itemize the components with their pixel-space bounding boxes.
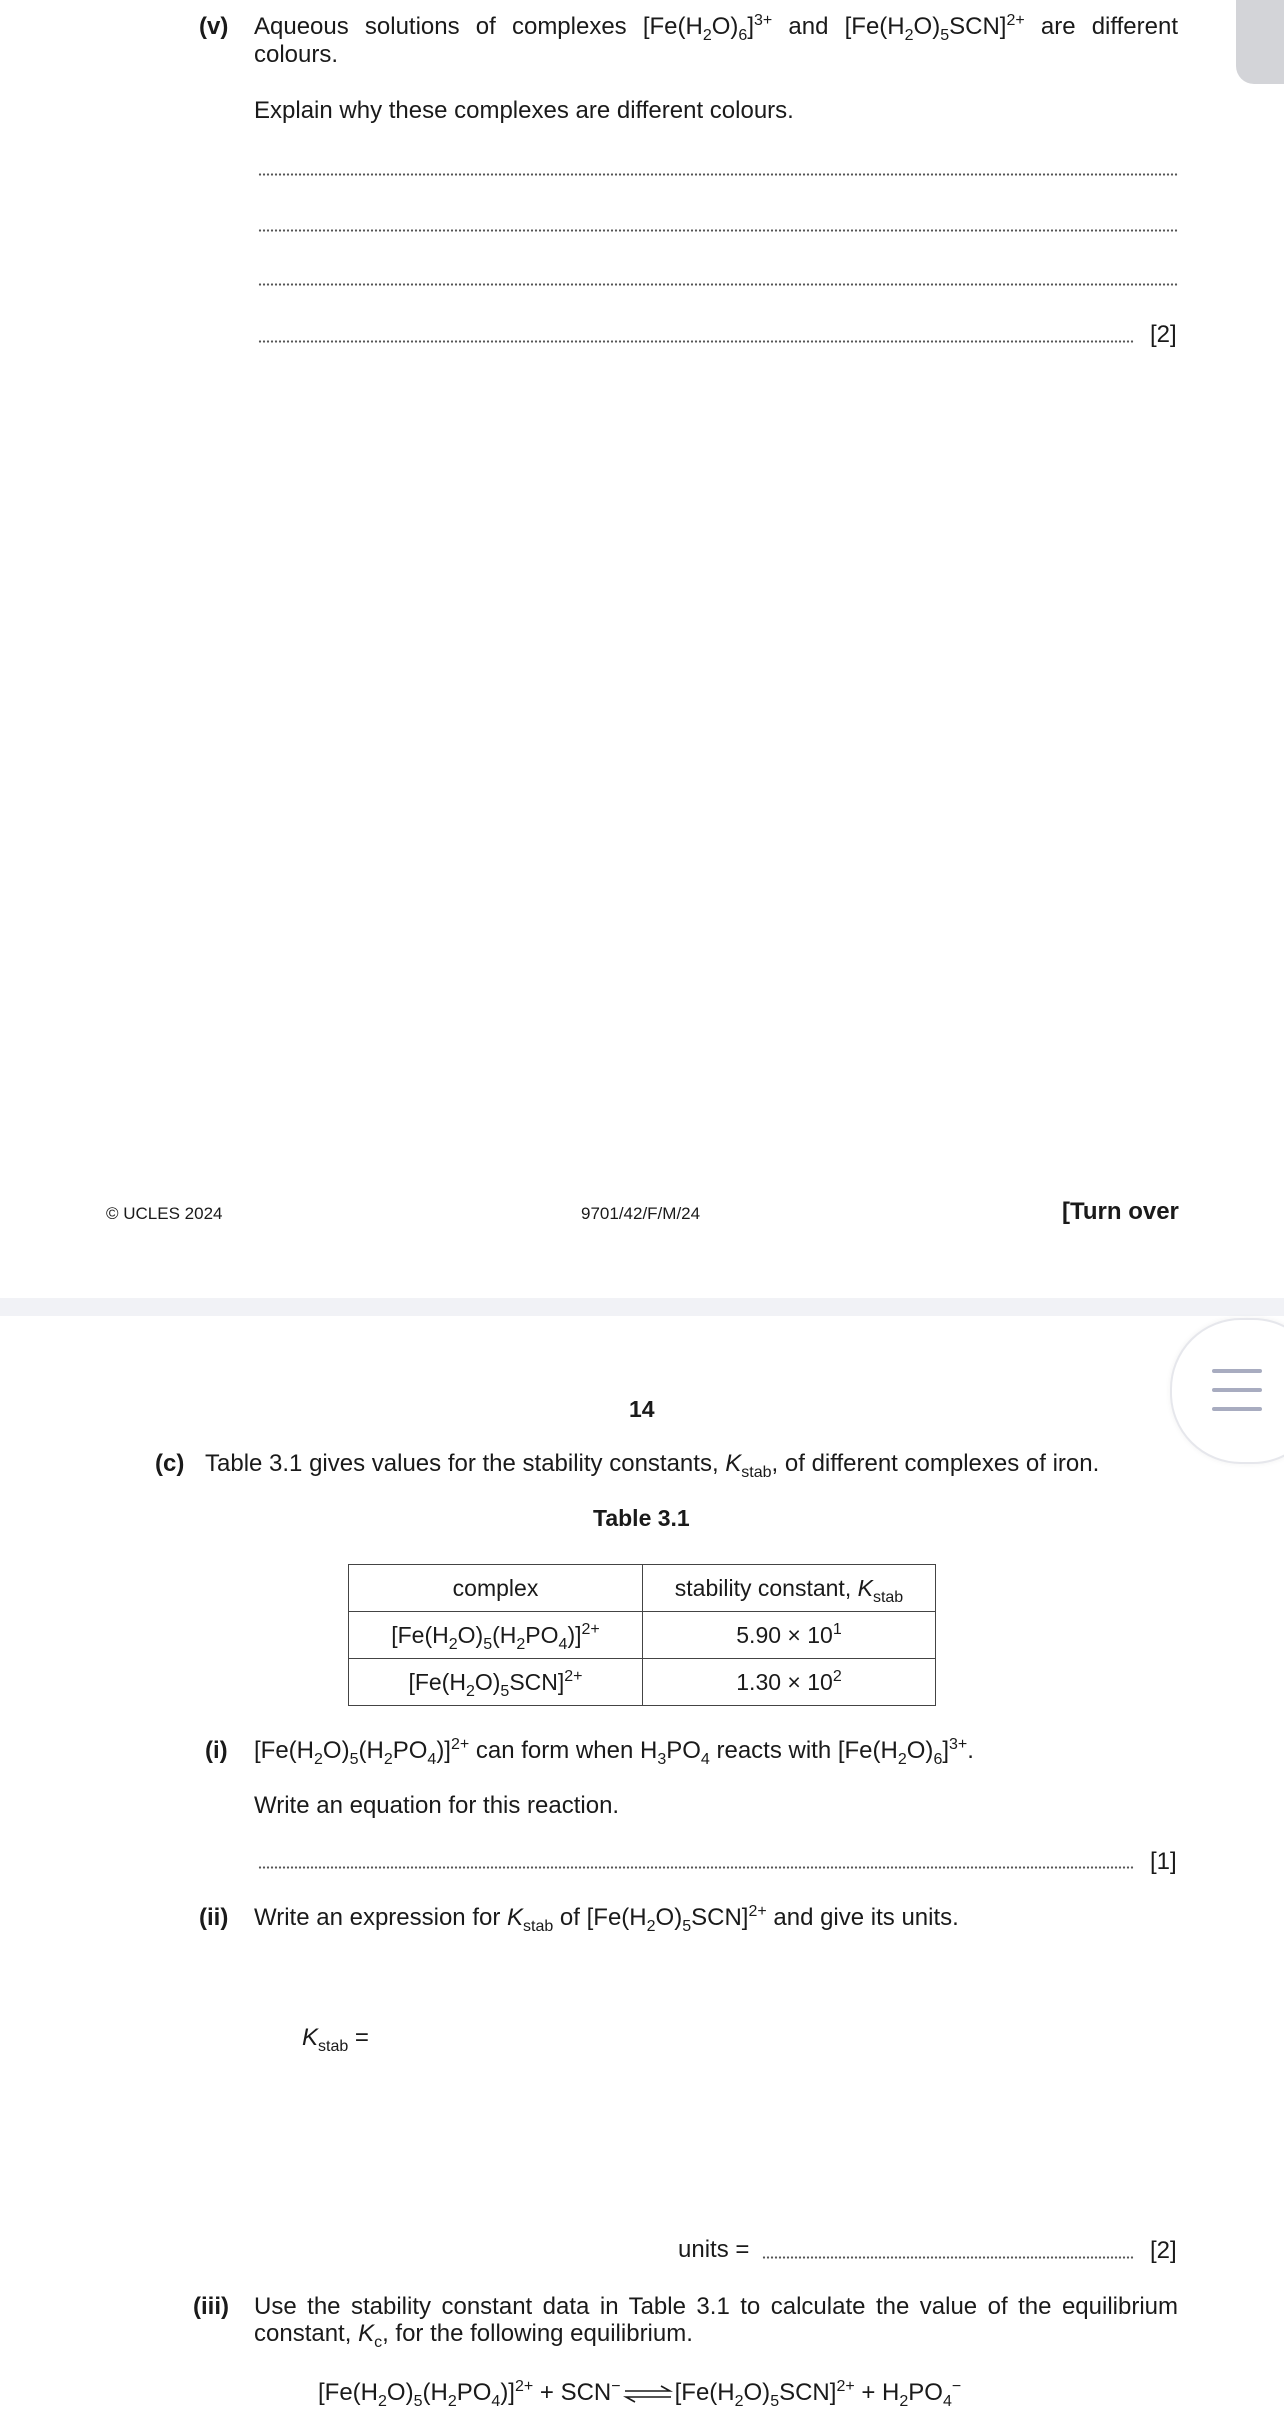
marks-ii: [2] — [1150, 2237, 1177, 2264]
table-caption: Table 3.1 — [593, 1505, 690, 1531]
question-i-text: $[Fe(H_2O)_5(H_2PO_4)]^{2+}$ can form when $H_3PO_4$ reacts with $[Fe(H_2O)_6]^{3+}$. — [254, 1736, 974, 1768]
header-complex: complex — [349, 1565, 643, 1612]
marks-v: [2] — [1150, 321, 1177, 348]
side-panel-tab[interactable] — [1236, 0, 1284, 84]
stability-table — [348, 1564, 936, 1706]
question-i-label: (i) — [205, 1737, 228, 1764]
value-cell: $5.90 \times 10^1$ — [643, 1612, 936, 1659]
complex-cell: $[Fe(H_2O)_5SCN]^{2+}$ — [349, 1659, 643, 1706]
question-v-prompt: Explain why these complexes are different colours. — [254, 97, 794, 124]
answer-line-2[interactable] — [258, 229, 1178, 232]
question-ii-label: (ii) — [199, 1904, 229, 1931]
question-c-label: (c) — [155, 1450, 185, 1477]
question-iii-text-line1: Use the stability constant data in Table 3.1 to calculate the value of the equilibrium — [254, 2293, 1178, 2320]
table-header-row — [349, 1565, 936, 1612]
question-i-prompt: Write an equation for this reaction. — [254, 1792, 620, 1819]
paper-code: 9701/42/F/M/24 — [581, 1204, 701, 1223]
table-row — [349, 1612, 936, 1659]
question-v-text-line2: colours. — [254, 41, 339, 68]
question-ii-text: Write an expression for $K_{stab}$ of $[Fe(H_2O)_5SCN]^{2+}$ and give its units. — [254, 1903, 959, 1935]
answer-line-1[interactable] — [258, 173, 1178, 176]
header-stability-constant: stability constant, $K_{stab}$ — [643, 1565, 936, 1612]
question-iii-text-line2: constant, $K_c$, for the following equilibrium. — [254, 2320, 693, 2351]
kstab-expression-label: $K_{stab}$ = — [302, 2024, 369, 2055]
complex-cell: $[Fe(H_2O)_5(H_2PO_4)]^{2+}$ — [349, 1612, 643, 1659]
marks-i: [1] — [1150, 1848, 1177, 1875]
units-label: units = — [678, 2236, 750, 2263]
question-v-text-line1: Aqueous solutions of complexes $[Fe(H_2O)_6]^{3+}$ and $[Fe(H_2O)_5SCN]^{2+}$ are different — [254, 12, 1178, 44]
answer-line-3[interactable] — [258, 283, 1178, 286]
equation-answer-line[interactable] — [258, 1866, 1134, 1869]
table-row — [349, 1659, 936, 1706]
turn-over: [Turn over — [1062, 1198, 1179, 1225]
equilibrium-equation: $[Fe(H_2O)_5(H_2PO_4)]^{2+} + SCN^-$ $[Fe(H_2O)_5SCN]^{2+} + H_2PO_4^-$ — [318, 2378, 962, 2410]
answer-line-4[interactable] — [258, 340, 1134, 343]
units-answer-line[interactable] — [762, 2256, 1134, 2259]
question-c-text: Table 3.1 gives values for the stability constants, $K_{stab}$, of different complexes of iron. — [205, 1450, 1100, 1481]
question-iii-label: (iii) — [193, 2293, 229, 2320]
page-number: 14 — [629, 1396, 655, 1422]
equilibrium-arrow-icon — [623, 2385, 673, 2403]
copyright: © UCLES 2024 — [106, 1204, 223, 1223]
value-cell: $1.30 \times 10^2$ — [643, 1659, 936, 1706]
question-v-label: (v) — [199, 13, 229, 40]
page-2 — [0, 1316, 1284, 2433]
